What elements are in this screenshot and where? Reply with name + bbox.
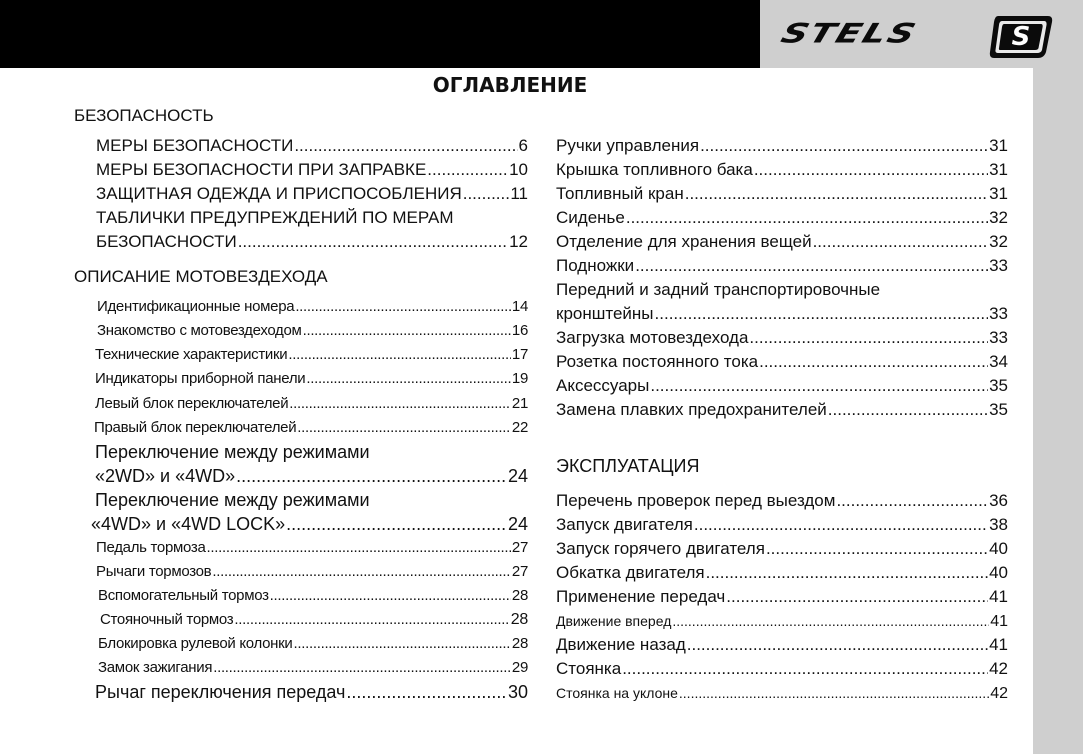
section-heading-operation: ЭКСПЛУАТАЦИЯ (556, 456, 700, 476)
toc-entry[interactable]: Левый блок переключателей ..... 21 (95, 393, 528, 415)
toc-entry[interactable]: Рычаг переключения передач ..... 30 (95, 680, 528, 704)
toc-entry[interactable]: Знакомство с мотовездеходом ..... 16 (97, 320, 528, 342)
page-edge-strip (1033, 68, 1083, 754)
toc-entry[interactable]: Рычаги тормозов ..... 27 (96, 561, 528, 583)
toc-entry[interactable]: Сиденье ..... 32 (556, 206, 1008, 230)
toc-entry[interactable]: Стоянка ..... 42 (556, 657, 1008, 681)
toc-entry[interactable]: Технические характеристики ..... 17 (95, 344, 528, 366)
toc-entry[interactable]: Отделение для хранения вещей ..... 32 (556, 230, 1008, 254)
toc-entry[interactable]: Обкатка двигателя ..... 40 (556, 561, 1008, 585)
toc-entry[interactable]: Стоянка на уклоне ..... 42 (556, 682, 1008, 705)
toc-entry[interactable]: «4WD» и «4WD LOCK» ..... 24 (91, 512, 528, 536)
toc-entry[interactable]: Идентификационные номера ..... 14 (97, 296, 528, 318)
toc-entry[interactable]: Правый блок переключателей ..... 22 (94, 417, 528, 439)
brand-badge-letter: S (1011, 22, 1031, 52)
toc-entry[interactable]: Аксессуары ..... 35 (556, 374, 1008, 398)
toc-entry-first-line[interactable]: ТАБЛИЧКИ ПРЕДУПРЕЖДЕНИЙ ПО МЕРАМ (96, 208, 454, 227)
toc-entry[interactable]: Ручки управления ..... 31 (556, 134, 1008, 158)
toc-entry[interactable]: Перечень проверок перед выездом ..... 36 (556, 489, 1008, 513)
toc-entry[interactable]: Замена плавких предохранителей ..... 35 (556, 398, 1008, 422)
toc-entry[interactable]: Подножки ..... 33 (556, 254, 1008, 278)
toc-entry[interactable]: Замок зажигания ..... 29 (98, 657, 528, 679)
toc-entry[interactable]: Применение передач ..... 41 (556, 585, 1008, 609)
toc-entry-first-line[interactable]: Переключение между режимами (95, 442, 370, 462)
toc-entry[interactable]: ЗАЩИТНАЯ ОДЕЖДА И ПРИСПОСОБЛЕНИЯ ..... 11 (96, 182, 528, 206)
toc-entry[interactable]: МЕРЫ БЕЗОПАСНОСТИ ПРИ ЗАПРАВКЕ ..... 10 (96, 158, 528, 182)
brand-wordmark: STELS (777, 18, 922, 49)
brand-logo-panel (760, 0, 1083, 68)
toc-entry[interactable]: Загрузка мотовездехода ..... 33 (556, 326, 1008, 350)
section-heading-description: ОПИСАНИЕ МОТОВЕЗДЕХОДА (74, 267, 328, 286)
toc-entry[interactable]: БЕЗОПАСНОСТИ ..... 12 (96, 230, 528, 254)
toc-entry[interactable]: Движение назад ..... 41 (556, 633, 1008, 657)
section-heading-safety: БЕЗОПАСНОСТЬ (74, 106, 214, 125)
toc-entry[interactable]: Вспомогательный тормоз ..... 28 (98, 585, 528, 607)
toc-entry[interactable]: Педаль тормоза ..... 27 (96, 537, 528, 559)
toc-entry[interactable]: Стояночный тормоз ..... 28 (100, 609, 528, 631)
toc-entry[interactable]: Топливный кран ..... 31 (556, 182, 1008, 206)
toc-entry-first-line[interactable]: Переключение между режимами (95, 490, 370, 510)
toc-entry[interactable]: МЕРЫ БЕЗОПАСНОСТИ ..... 6 (96, 134, 528, 158)
brand-badge-icon (988, 14, 1054, 60)
page-title: ОГЛАВЛЕНИЕ (432, 73, 588, 97)
toc-entry[interactable]: Крышка топливного бака ..... 31 (556, 158, 1008, 182)
toc-entry[interactable]: Блокировка рулевой колонки ..... 28 (98, 633, 528, 655)
toc-entry[interactable]: Движение вперед ..... 41 (556, 610, 1008, 633)
toc-entry[interactable]: Розетка постоянного тока ..... 34 (556, 350, 1008, 374)
toc-entry[interactable]: «2WD» и «4WD» ..... 24 (95, 464, 528, 488)
toc-entry[interactable]: кронштейны ..... 33 (556, 302, 1008, 326)
toc-entry[interactable]: Индикаторы приборной панели ..... 19 (95, 368, 528, 390)
toc-entry[interactable]: Запуск горячего двигателя ..... 40 (556, 537, 1008, 561)
header-bar (0, 0, 760, 68)
toc-entry-first-line[interactable]: Передний и задний транспортировочные (556, 280, 881, 299)
toc-entry[interactable]: Запуск двигателя ..... 38 (556, 513, 1008, 537)
